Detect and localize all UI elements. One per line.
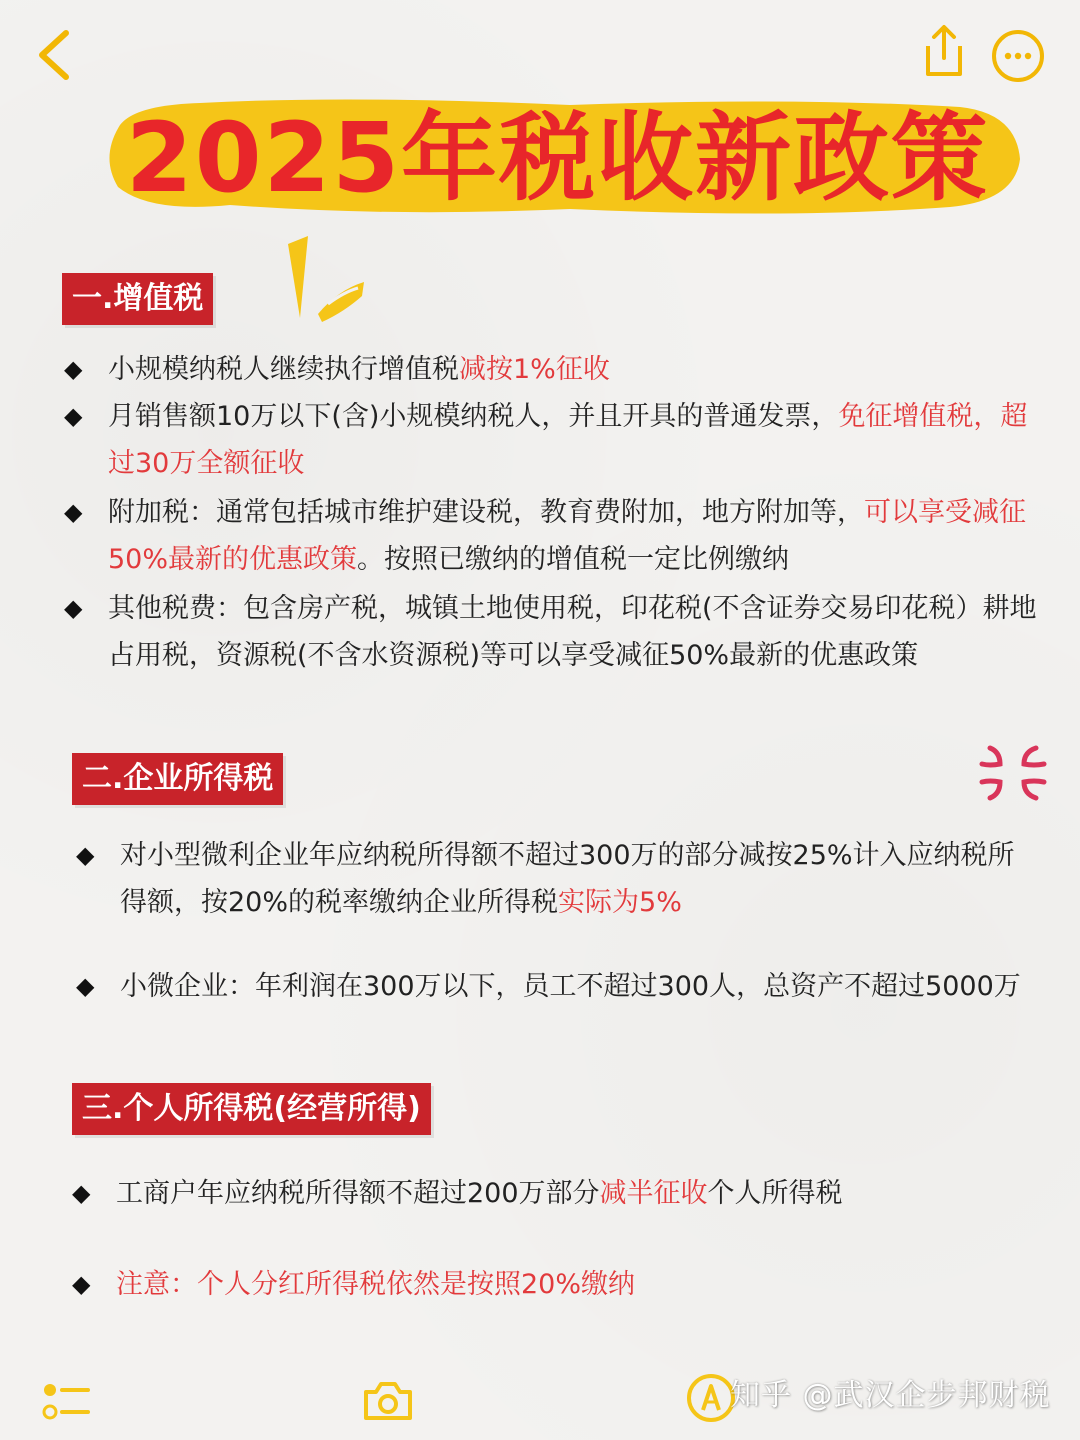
bullet-highlight: 减按1%征收 [459, 354, 610, 385]
more-icon[interactable] [990, 28, 1046, 84]
watermark: 知乎 @武汉企步邦财税 [730, 1378, 1051, 1413]
section-tag-vat: 一.增值税 [62, 273, 213, 325]
bullet-text: 附加税：通常包括城市维护建设税，教育费附加，地方附加等， [108, 497, 864, 528]
bullet-text: 工商户年应纳税所得额不超过200万部分 [116, 1178, 600, 1209]
bullet-text: 其他税费：包含房产税，城镇土地使用税，印花税(不含证券交易印花税）耕地占用税，资源税(不含水资源税)等可以享受减征50%最新的优惠政策 [108, 593, 1037, 671]
list-item [76, 832, 1040, 926]
diamond-bullet-icon: ◆ [64, 498, 83, 526]
chevron-left-icon[interactable] [30, 25, 80, 85]
bullet-text: 。按照已缴纳的增值税一定比例缴纳 [357, 544, 790, 575]
diamond-bullet-icon: ◆ [64, 402, 83, 430]
bullet-highlight: 免征增值税，超过30万全额征收 [108, 401, 1028, 479]
bullet-highlight: 实际为5% [558, 887, 682, 918]
list-item [72, 1261, 1036, 1308]
diamond-bullet-icon: ◆ [76, 972, 95, 1000]
page-title: 2025年税收新政策 [125, 102, 990, 214]
bullet-text: 月销售额10万以下(含)小规模纳税人，并且开具的普通发票， [108, 401, 839, 432]
bullet-text: 小规模纳税人继续执行增值税 [108, 354, 459, 385]
list-item [76, 963, 1040, 1010]
diamond-bullet-icon: ◆ [64, 594, 83, 622]
share-icon[interactable] [918, 22, 970, 80]
diamond-bullet-icon: ◆ [72, 1270, 91, 1298]
diamond-bullet-icon: ◆ [76, 841, 95, 869]
bullet-highlight: 可以享受减征50%最新的优惠政策 [108, 497, 1026, 575]
list-item [64, 393, 1038, 487]
anger-mark-icon [978, 742, 1048, 804]
list-item [64, 489, 1038, 583]
list-item [64, 585, 1038, 679]
bullet-text: 个人所得税 [707, 1178, 843, 1209]
section-tag-personal-income-tax: 三.个人所得税(经营所得) [72, 1083, 431, 1135]
diamond-bullet-icon: ◆ [72, 1179, 91, 1207]
list-item [72, 1170, 1036, 1217]
camera-icon[interactable] [360, 1378, 416, 1424]
list-item [64, 346, 1038, 393]
diamond-bullet-icon: ◆ [64, 355, 83, 383]
bullet-text: 对小型微利企业年应纳税所得额不超过300万的部分减按25%计入应纳税所得额，按20%的税率缴纳企业所得税 [120, 840, 1015, 918]
list-icon[interactable] [40, 1380, 92, 1424]
doodle-decoration [278, 232, 378, 327]
title-banner [90, 95, 1025, 220]
bullet-text: 小微企业：年利润在300万以下，员工不超过300人，总资产不超过5000万 [120, 971, 1021, 1002]
section-tag-corporate-tax: 二.企业所得税 [72, 753, 283, 805]
bullet-note: 注意：个人分红所得税依然是按照20%缴纳 [116, 1269, 636, 1300]
bullet-highlight: 减半征收 [599, 1178, 708, 1209]
